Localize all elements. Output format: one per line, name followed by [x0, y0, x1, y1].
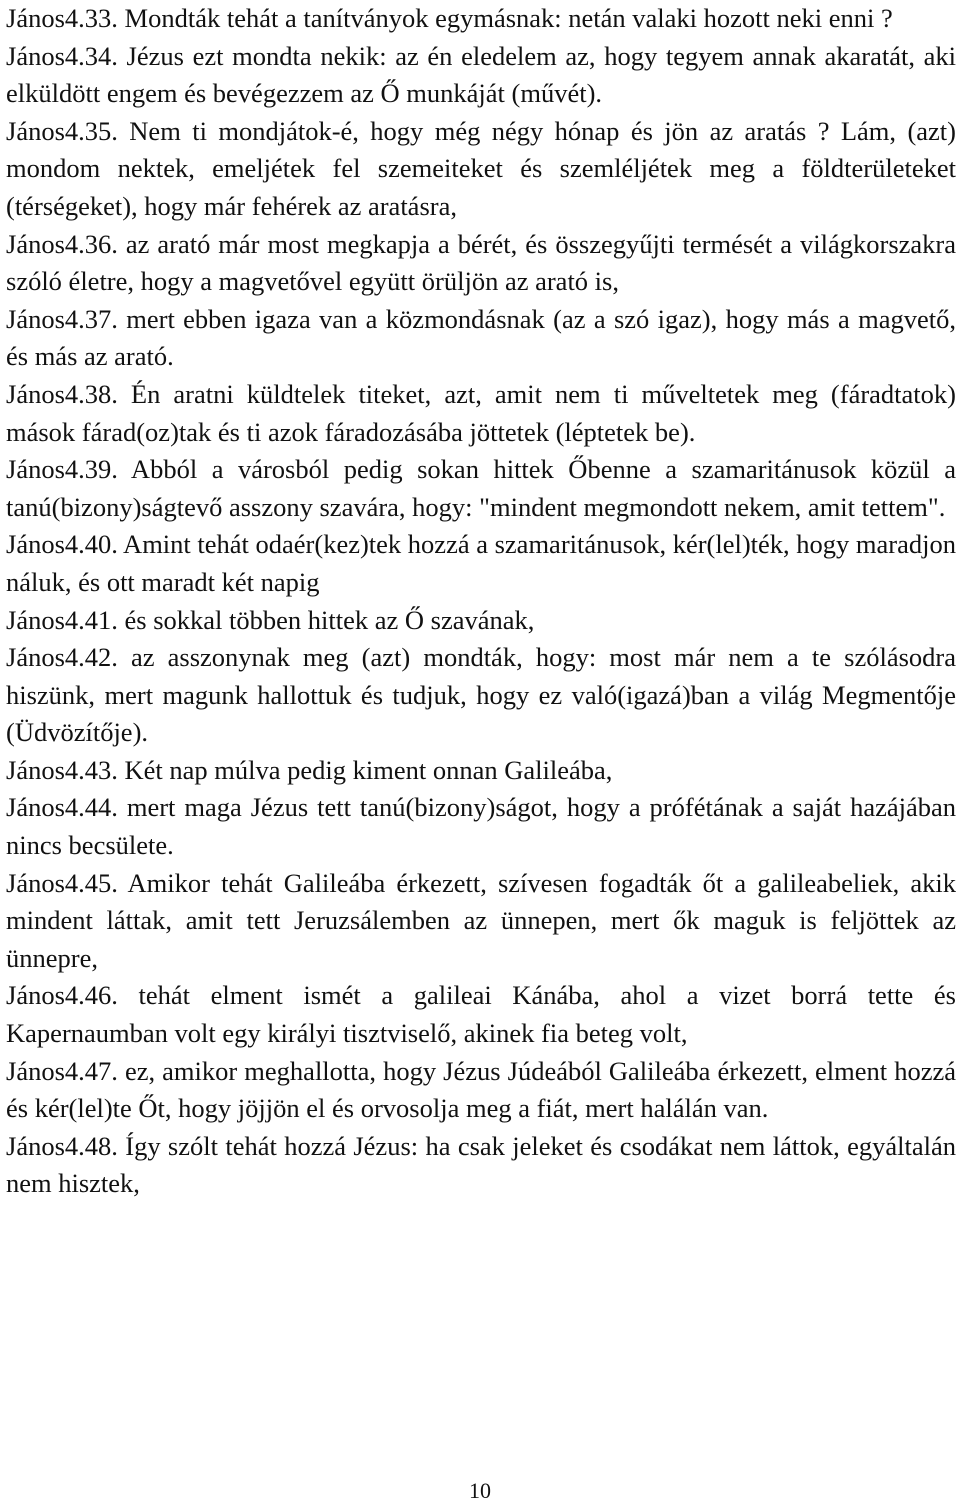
verse-text: az arató már most megkapja a bérét, és összegyűjti termését a világkorszakra szóló életre, hogy a magvetővel együtt örüljön az arató is,: [6, 228, 956, 297]
verse-text: Mondták tehát a tanítványok egymásnak: netán valaki hozott neki enni ?: [117, 3, 893, 33]
page-number: 10: [469, 1478, 491, 1503]
verse-john-4-34: [6, 38, 956, 113]
verse-john-4-36: [6, 226, 956, 301]
verse-text: Jézus ezt mondta nekik: az én eledelem az, hogy tegyem annak akaratát, aki elküldött engem és bevégezzem az Ő munkáját (művét).: [6, 40, 956, 109]
verse-john-4-46: [6, 977, 956, 1052]
verse-text: Nem ti mondjátok-é, hogy még négy hónap és jön az aratás ? Lám, (azt) mondom nektek, emeljétek fel szemeiteket és szemléljétek meg a földterületeket (térségeket), hogy már fehérek az aratásra,: [6, 115, 956, 221]
verse-john-4-33: [6, 0, 956, 38]
verse-john-4-39: [6, 451, 956, 526]
verse-text: Abból a városból pedig sokan hittek Őbenne a szamaritánusok közül a tanú(bizony)ságtevő asszony szavára, hogy: "mindent megmondott nekem, amit tettem".: [6, 454, 956, 522]
verse-john-4-45: [6, 865, 956, 978]
verse-reference: János4.45.: [6, 867, 118, 898]
verse-text: és sokkal többen hittek az Ő szavának,: [117, 604, 535, 635]
verse-reference: János4.44.: [6, 792, 118, 823]
verse-john-4-40: [6, 526, 956, 601]
verse-john-4-35: [6, 113, 956, 226]
verse-reference: János4.34.: [6, 40, 118, 71]
verse-john-4-44: [6, 789, 956, 864]
verse-list: [6, 0, 956, 1203]
verse-john-4-38: [6, 376, 956, 451]
verse-text: Két nap múlva pedig kiment onnan Galileába,: [117, 754, 613, 785]
verse-reference: János4.37.: [6, 303, 118, 334]
verse-text: Amikor tehát Galileába érkezett, szívesen fogadták őt a galileabeliek, akik mindent láttak, amit tett Jeruzsálemben az ünnepen, mert ők maguk is feljöttek az ünnepre,: [6, 867, 956, 973]
verse-john-4-42: [6, 639, 956, 752]
verse-text: Amint tehát odaér(kez)tek hozzá a szamaritánusok, kér(lel)ték, hogy maradjon náluk, és ott maradt két napig: [6, 529, 956, 597]
verse-reference: János4.48.: [6, 1130, 118, 1161]
verse-reference: János4.35.: [6, 115, 118, 146]
verse-reference: János4.46.: [6, 980, 118, 1011]
verse-reference: János4.42.: [6, 642, 118, 673]
verse-text: az asszonynak meg (azt) mondták, hogy: most már nem a te szólásodra hiszünk, mert magunk hallottuk és tudjuk, hogy ez való(igazá)ban a világ Megmentője (Üdvözítője).: [6, 642, 956, 748]
verse-reference: János4.36.: [6, 228, 118, 259]
verse-reference: János4.39.: [6, 454, 118, 485]
verse-text: Így szólt tehát hozzá Jézus: ha csak jeleket és csodákat nem láttok, egyáltalán nem hisztek,: [6, 1130, 956, 1199]
verse-text: mert ebben igaza van a közmondásnak (az a szó igaz), hogy más a magvető, és más az arató.: [6, 303, 956, 372]
verse-reference: János4.38.: [6, 378, 118, 409]
verse-reference: János4.33.: [6, 3, 118, 33]
verse-text: ez, amikor meghallotta, hogy Jézus Júdeából Galileába érkezett, elment hozzá és kér(lel)te Őt, hogy jöjjön el és orvosolja meg a fiát, mert halálán van.: [6, 1055, 956, 1124]
verse-reference: János4.43.: [6, 754, 118, 785]
verse-text: mert maga Jézus tett tanú(bizony)ságot, hogy a prófétának a saját hazájában nincs becsülete.: [6, 792, 956, 861]
verse-text: Én aratni küldtelek titeket, azt, amit nem ti műveltetek meg (fáradtatok) mások fárad(oz)tak és ti azok fáradozásába jöttetek (léptetek be).: [6, 378, 956, 447]
verse-john-4-41: [6, 602, 956, 640]
verse-john-4-37: [6, 301, 956, 376]
verse-john-4-47: [6, 1053, 956, 1128]
verse-reference: János4.41.: [6, 604, 118, 635]
document-page: [6, 0, 956, 1203]
verse-john-4-43: [6, 752, 956, 790]
verse-text: tehát elment ismét a galileai Kánába, ahol a vizet borrá tette és Kapernaumban volt egy királyi tisztviselő, akinek fia beteg volt,: [6, 980, 956, 1049]
verse-reference: János4.47.: [6, 1055, 118, 1086]
verse-reference: János4.40.: [6, 529, 118, 560]
verse-john-4-48: [6, 1128, 956, 1203]
